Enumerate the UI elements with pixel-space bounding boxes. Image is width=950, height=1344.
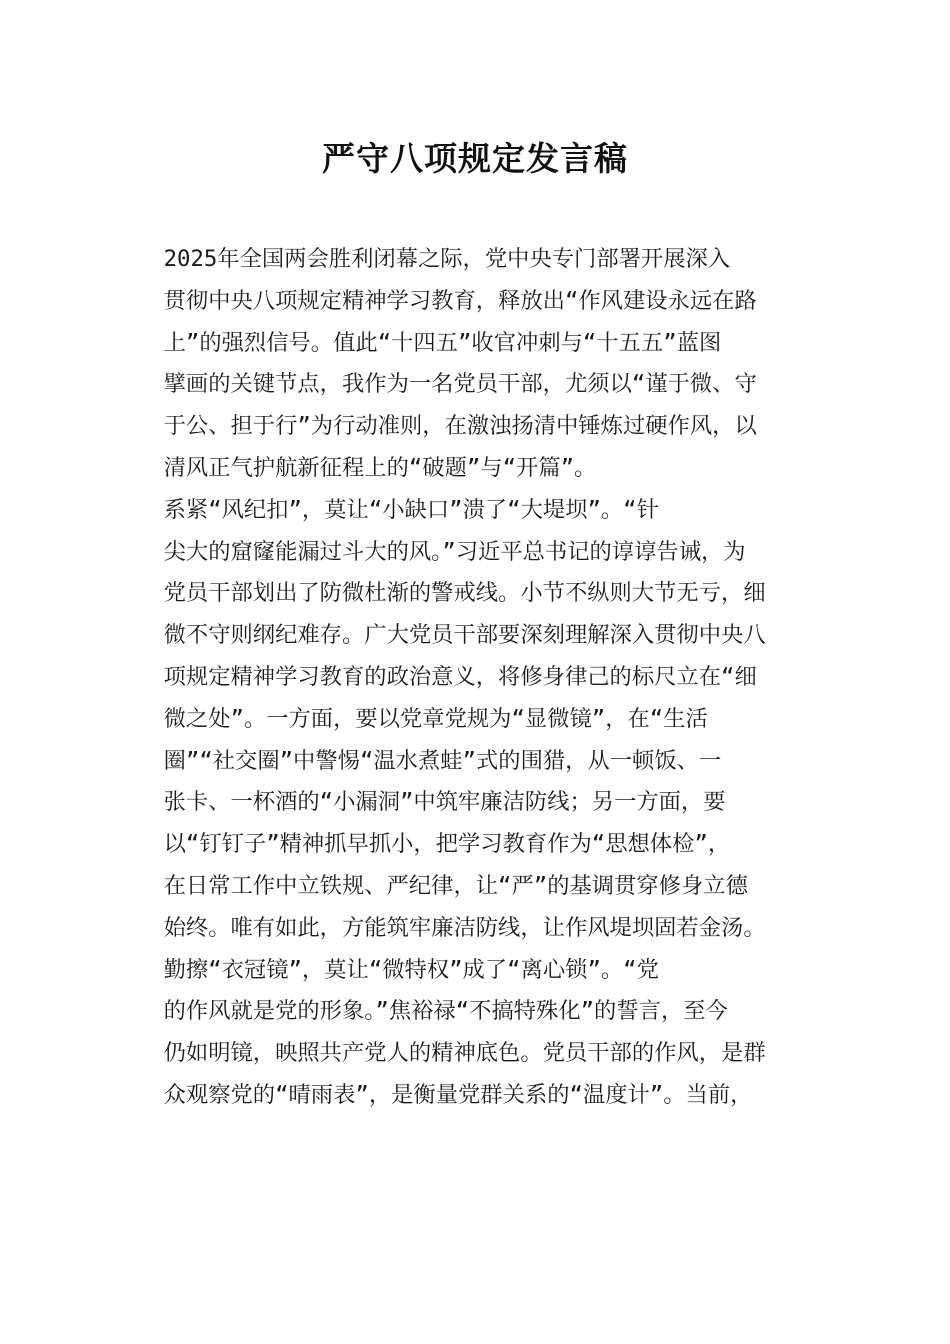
text-line: 擘画的关键节点，我作为一名党员干部，尤须以“谨于微、守: [163, 371, 757, 398]
text-line: 贯彻中央八项规定精神学习教育，释放出“作风建设永远在路: [163, 287, 757, 314]
text-line: 圈”“社交圈”中警惕“温水煮蛙”式的围猎，从一顿饭、一: [163, 747, 722, 774]
text-line: 系紧“风纪扣”，莫让“小缺口”溃了“大堤坝”。“针: [163, 496, 659, 523]
text-line: 尖大的窟窿能漏过斗大的风。”习近平总书记的谆谆告诫，为: [163, 538, 746, 565]
document-title: 严守八项规定发言稿: [322, 139, 628, 178]
text-line: 以“钉钉子”精神抓早抓小，把学习教育作为“思想体检”，: [163, 831, 731, 858]
text-line: 始终。唯有如此，方能筑牢廉洁防线，让作风堤坝固若金汤。: [163, 914, 766, 941]
text-line: 上”的强烈信号。值此“十四五”收官冲刺与“十五五”蓝图: [163, 329, 722, 356]
text-line: 仍如明镜，映照共产党人的精神底色。党员干部的作风，是群: [163, 1040, 766, 1067]
text-line: 勤擦“衣冠镜”，莫让“微特权”成了“离心锁”。“党: [163, 956, 659, 983]
text-line: 微不守则纲纪难存。广大党员干部要深刻理解深入贯彻中央八: [163, 622, 766, 649]
text-line: 于公、担于行”为行动准则，在激浊扬清中锤炼过硬作风，以: [163, 413, 757, 440]
paragraph-3: [119, 950, 831, 1117]
text-line: 党员干部划出了防微杜渐的警戒线。小节不纵则大节无亏，细: [163, 580, 766, 607]
text-line: 项规定精神学习教育的政治意义，将修身律己的标尺立在“细: [163, 663, 757, 690]
paragraph-2: [119, 490, 831, 950]
text-line: 2025年全国两会胜利闭幕之际，党中央专门部署开展深入: [163, 246, 731, 272]
text-line: 微之处”。一方面，要以党章党规为“显微镜”，在“生活: [163, 705, 708, 732]
document-body: [119, 239, 831, 1117]
text-line: 张卡、一杯酒的“小漏洞”中筑牢廉洁防线；另一方面，要: [163, 789, 726, 816]
text-line: 清风正气护航新征程上的“破题”与“开篇”。: [163, 454, 597, 481]
text-line: 众观察党的“晴雨表”，是衡量党群关系的“温度计”。当前，: [163, 1081, 753, 1108]
text-line: 的作风就是党的形象。”焦裕禄“不搞特殊化”的誓言，至今: [163, 998, 728, 1025]
paragraph-1: [119, 239, 831, 490]
text-line: 在日常工作中立铁规、严纪律，让“严”的基调贯穿修身立德: [163, 872, 748, 899]
